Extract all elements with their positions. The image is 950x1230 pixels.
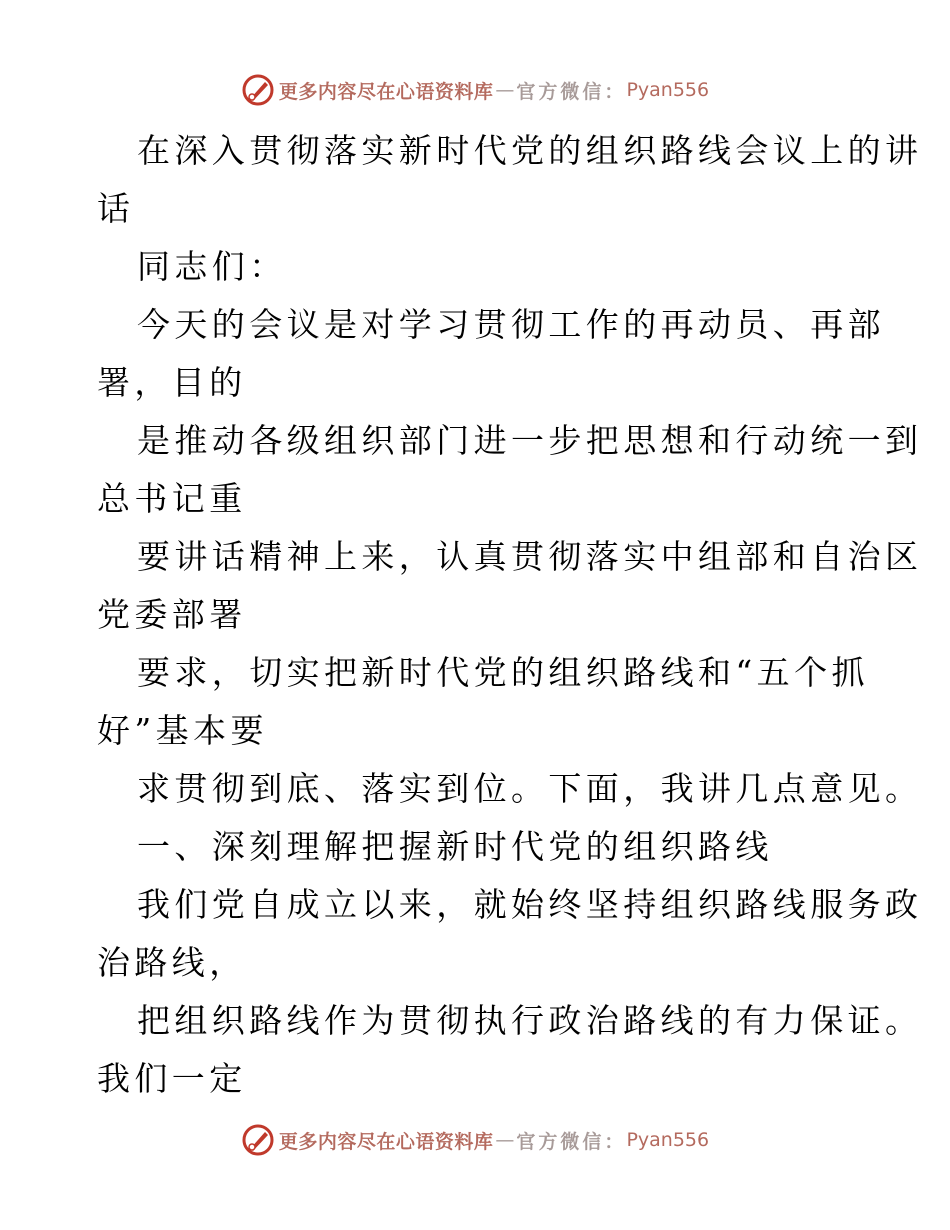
watermark-header: [0, 70, 950, 110]
text-line: 求贯彻到底、落实到位。下面，我讲几点意见。: [137, 769, 923, 808]
watermark-official: 官方微信：: [516, 80, 627, 103]
text-line: 我们一定: [97, 1059, 247, 1098]
watermark-brand: 更多内容尽在心语资料库: [278, 80, 494, 103]
text-line: 党委部署: [97, 595, 247, 634]
watermark-official: 官方微信：: [516, 1130, 627, 1153]
watermark-dash: —: [495, 1129, 515, 1151]
text-line: 我们党自成立以来，就始终坚持组织路线服务政: [137, 885, 923, 924]
watermark-brand: 更多内容尽在心语资料库: [278, 1130, 494, 1153]
watermark-dash: —: [495, 79, 515, 101]
text-line: 话: [97, 189, 135, 228]
text-line: 把组织路线作为贯彻执行政治路线的有力保证。: [137, 1001, 923, 1040]
watermark-id: Pyan556: [626, 1129, 710, 1151]
text-line: 治路线，: [97, 943, 247, 982]
text-line: 今天的会议是对学习贯彻工作的再动员、再部: [137, 305, 885, 344]
text-line: 是推动各级组织部门进一步把思想和行动统一到: [137, 421, 923, 460]
pen-logo-icon: [241, 73, 275, 107]
watermark-footer: [0, 1120, 950, 1160]
text-line: 署，目的: [97, 363, 247, 402]
document-body: [97, 122, 923, 1108]
text-line: 在深入贯彻落实新时代党的组织路线会议上的讲: [137, 131, 923, 170]
text-line: 同志们：: [137, 247, 287, 286]
text-line: 要求，切实把新时代党的组织路线和“五个抓: [137, 653, 869, 692]
text-line: 好”基本要: [97, 711, 268, 750]
text-line: 要讲话精神上来，认真贯彻落实中组部和自治区: [137, 537, 923, 576]
text-line: 总书记重: [97, 479, 247, 518]
text-line: 一、深刻理解把握新时代党的组织路线: [137, 827, 773, 866]
pen-logo-icon: [241, 1123, 275, 1157]
watermark-id: Pyan556: [626, 79, 710, 101]
